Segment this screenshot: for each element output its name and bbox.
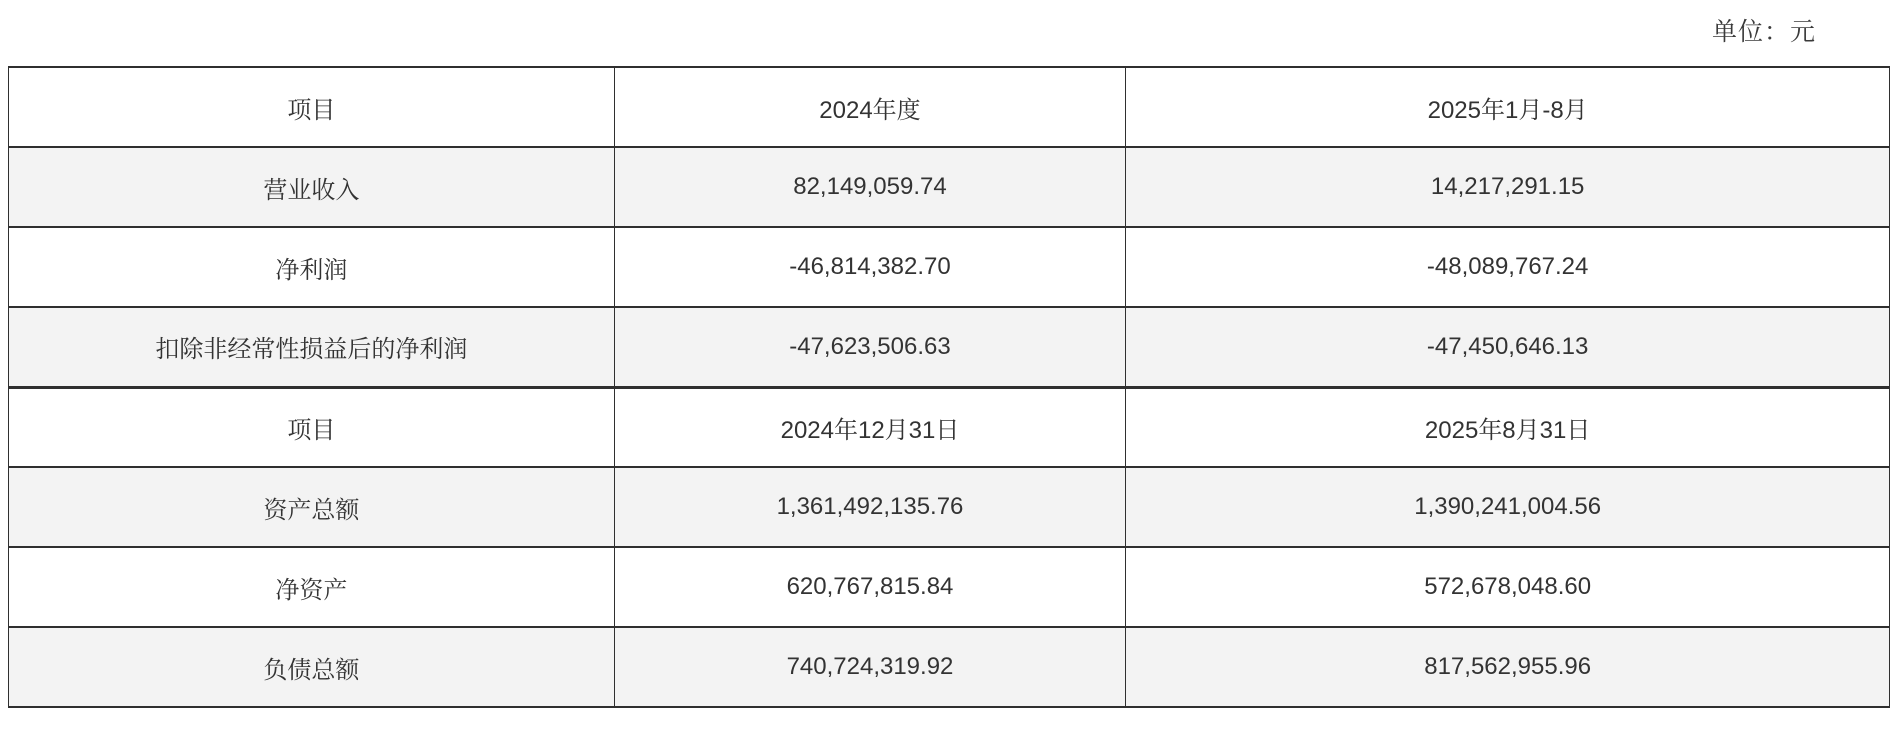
cell-value: 740,724,319.92 <box>614 627 1126 707</box>
cell-value: 620,767,815.84 <box>614 547 1126 627</box>
table-row-net-profit <box>9 227 1890 307</box>
cell-value: 1,361,492,135.76 <box>614 467 1126 547</box>
table-row-total-assets <box>9 467 1890 547</box>
row-label: 负债总额 <box>9 627 615 707</box>
table-row-net-assets <box>9 547 1890 627</box>
cell-value: 1,390,241,004.56 <box>1126 467 1890 547</box>
cell-value: 817,562,955.96 <box>1126 627 1890 707</box>
cell-value: 572,678,048.60 <box>1126 547 1890 627</box>
cell-value: 2025年8月31日 <box>1126 387 1890 467</box>
row-label: 资产总额 <box>9 467 615 547</box>
row-label: 净利润 <box>9 227 615 307</box>
unit-label: 单位：元 <box>1711 18 1816 46</box>
cell-value: 14,217,291.15 <box>1126 147 1890 227</box>
cell-value: -47,450,646.13 <box>1126 307 1890 387</box>
cell-value: -46,814,382.70 <box>614 227 1126 307</box>
financial-summary-table <box>8 66 1890 708</box>
row-label: 净资产 <box>9 547 615 627</box>
table-row-total-liabilities <box>9 627 1890 707</box>
row-label: 项目 <box>9 387 615 467</box>
cell-value: 82,149,059.74 <box>614 147 1126 227</box>
cell-value: -47,623,506.63 <box>614 307 1126 387</box>
row-label: 扣除非经常性损益后的净利润 <box>9 307 615 387</box>
table-header-row <box>9 67 1890 147</box>
table-subheader-row-dates <box>9 387 1890 467</box>
col-header-period-2025: 2025年1月-8月 <box>1126 67 1890 147</box>
cell-value: -48,089,767.24 <box>1126 227 1890 307</box>
table-row-net-profit-excl-nonrecurring <box>9 307 1890 387</box>
table-row-operating-revenue <box>9 147 1890 227</box>
cell-value: 2024年12月31日 <box>614 387 1126 467</box>
col-header-item: 项目 <box>9 67 615 147</box>
row-label: 营业收入 <box>9 147 615 227</box>
col-header-period-2024: 2024年度 <box>614 67 1126 147</box>
